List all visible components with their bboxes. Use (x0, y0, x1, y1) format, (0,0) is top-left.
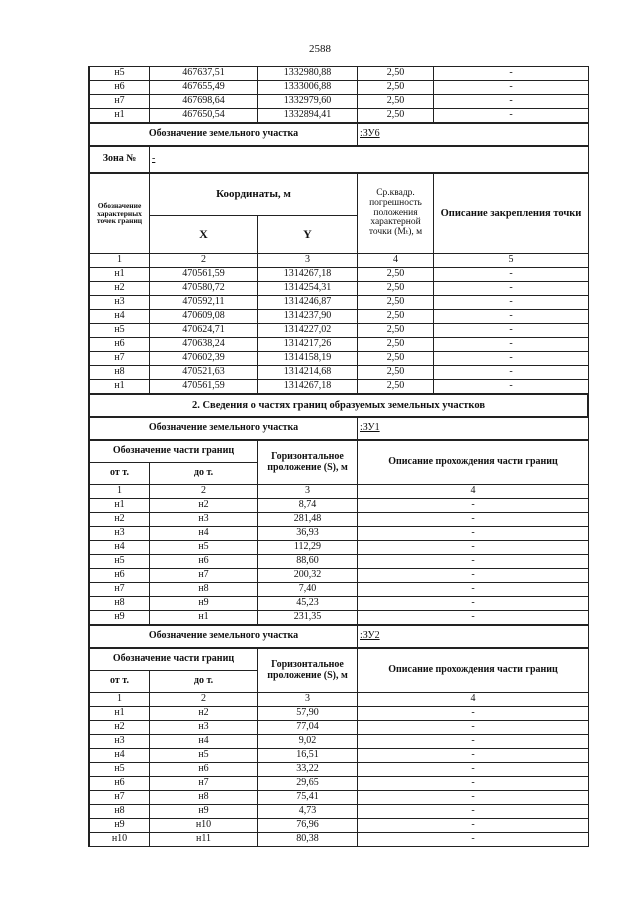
zu6-designation-row (89, 123, 589, 146)
table-cell: 1314267,18 (258, 380, 358, 394)
table-cell: н2 (150, 499, 258, 513)
table-cell: н8 (90, 805, 150, 819)
table-cell: - (358, 763, 589, 777)
table-cell: н5 (90, 324, 150, 338)
table-cell: 1332980,88 (258, 67, 358, 81)
table-cell: - (358, 833, 589, 847)
table-row (90, 338, 589, 352)
table-cell: - (358, 819, 589, 833)
table-row (90, 513, 589, 527)
zu6-column-number: 5 (434, 254, 589, 268)
table-cell: - (358, 555, 589, 569)
table-cell: 33,22 (258, 763, 358, 777)
table-cell: 470521,63 (150, 366, 258, 380)
table-cell: - (358, 749, 589, 763)
zu6-column-numbers-row (90, 254, 589, 268)
zu2-column-number: 1 (90, 693, 150, 707)
table-cell: - (434, 109, 589, 123)
table-cell: 57,90 (258, 707, 358, 721)
table-cell: н6 (150, 763, 258, 777)
zu6-column-number: 1 (90, 254, 150, 268)
table-cell: н2 (90, 282, 150, 296)
table-cell: н6 (90, 777, 150, 791)
table-cell: 1333006,88 (258, 81, 358, 95)
table-cell: 2,50 (358, 310, 434, 324)
zu2-column-number: 4 (358, 693, 589, 707)
zu1-column-number: 2 (150, 485, 258, 499)
table-cell: 200,32 (258, 569, 358, 583)
table-cell: 16,51 (258, 749, 358, 763)
table-cell: - (358, 499, 589, 513)
table-cell: н9 (150, 805, 258, 819)
zu1-column-number: 3 (258, 485, 358, 499)
table-cell: - (434, 352, 589, 366)
table-row (90, 583, 589, 597)
table-row (90, 324, 589, 338)
zu1-column-number: 4 (358, 485, 589, 499)
zu2-header-description: Описание прохождения части границ (358, 649, 589, 693)
zu1-header-part-designation: Обозначение части границ (90, 441, 258, 463)
zu1-header-to: до т. (150, 463, 258, 485)
table-cell: 1314158,19 (258, 352, 358, 366)
table-cell: - (434, 324, 589, 338)
table-cell: 1314214,68 (258, 366, 358, 380)
table-row (90, 282, 589, 296)
header-x: X (150, 216, 258, 254)
table-cell: н9 (90, 611, 150, 625)
table-cell: н4 (150, 735, 258, 749)
section2-title-row (89, 394, 588, 417)
table-cell: 1314246,87 (258, 296, 358, 310)
table-cell: - (434, 380, 589, 394)
table-cell: 2,50 (358, 296, 434, 310)
zu6-zone-row (89, 146, 589, 173)
table-row (90, 707, 589, 721)
zu2-column-number: 2 (150, 693, 258, 707)
zu2-designation-row (89, 625, 589, 648)
zu2-column-number: 3 (258, 693, 358, 707)
table-cell: 281,48 (258, 513, 358, 527)
zu6-column-number: 2 (150, 254, 258, 268)
table-cell: 470592,11 (150, 296, 258, 310)
table-row (90, 109, 589, 123)
zone-label: Зона № (90, 147, 150, 173)
table-cell: 2,50 (358, 282, 434, 296)
zu6-designation-label: Обозначение земельного участка (90, 124, 358, 146)
table-cell: н6 (150, 555, 258, 569)
table-cell: н5 (150, 541, 258, 555)
table-cell: н1 (150, 611, 258, 625)
table-row (90, 380, 589, 394)
table-cell: н7 (90, 791, 150, 805)
table-row (90, 81, 589, 95)
table-cell: - (358, 791, 589, 805)
table-cell: 2,50 (358, 81, 434, 95)
table-cell: 1332894,41 (258, 109, 358, 123)
zu2-header-from: от т. (90, 671, 150, 693)
table-cell: н3 (90, 527, 150, 541)
table-cell: - (358, 611, 589, 625)
table-cell: н2 (90, 721, 150, 735)
zu6-column-number: 3 (258, 254, 358, 268)
header-coordinates: Координаты, м (150, 174, 358, 216)
zu2-header-part-designation: Обозначение части границ (90, 649, 258, 671)
table-cell: 7,40 (258, 583, 358, 597)
table-cell: 470609,08 (150, 310, 258, 324)
table-cell: 467698,64 (150, 95, 258, 109)
table-cell: 2,50 (358, 380, 434, 394)
table-cell: н6 (90, 338, 150, 352)
table-cell: н7 (150, 777, 258, 791)
table-cell: н7 (90, 583, 150, 597)
zu2-header-horizontal: Горизонтальное проложение (S), м (258, 649, 358, 693)
zu1-designation-value: :ЗУ1 (358, 418, 589, 440)
table-cell: н1 (90, 380, 150, 394)
table-cell: н4 (90, 749, 150, 763)
zu1-designation-row (89, 417, 589, 440)
zu6-designation-value: :ЗУ6 (358, 124, 589, 146)
table-cell: - (358, 735, 589, 749)
table-row (90, 833, 589, 847)
table-cell: 1314217,26 (258, 338, 358, 352)
table-row (90, 67, 589, 81)
table-cell: 2,50 (358, 352, 434, 366)
table-cell: 470561,59 (150, 268, 258, 282)
header-y: Y (258, 216, 358, 254)
table-cell: 2,50 (358, 366, 434, 380)
table-cell: н4 (90, 310, 150, 324)
table-cell: 9,02 (258, 735, 358, 749)
table-cell: - (358, 569, 589, 583)
table-cell: 88,60 (258, 555, 358, 569)
table-cell: н3 (90, 735, 150, 749)
table-cell: 80,38 (258, 833, 358, 847)
header-description: Описание закрепления точки (434, 174, 589, 254)
header-point-designation: Обозначение характерных точек границ (90, 174, 150, 254)
table-cell: 467655,49 (150, 81, 258, 95)
table-row (90, 95, 589, 109)
zu1-header-description: Описание прохождения части границ (358, 441, 589, 485)
table-row (90, 777, 589, 791)
table-row (90, 805, 589, 819)
table-cell: н11 (150, 833, 258, 847)
table-row (90, 268, 589, 282)
section2-title: 2. Сведения о частях границ образуемых земельных участков (90, 395, 588, 417)
table-row (90, 310, 589, 324)
table-cell: 470624,71 (150, 324, 258, 338)
table-cell: - (434, 366, 589, 380)
table-cell: н8 (90, 597, 150, 611)
zu1-column-number: 1 (90, 485, 150, 499)
table-cell: н4 (90, 541, 150, 555)
table-row (90, 352, 589, 366)
table-cell: 112,29 (258, 541, 358, 555)
table-row (90, 721, 589, 735)
table-cell: 470602,39 (150, 352, 258, 366)
zu2-parts-table (89, 648, 589, 847)
table-cell: 2,50 (358, 268, 434, 282)
table-cell: н7 (90, 352, 150, 366)
table-cell: 2,50 (358, 67, 434, 81)
table-cell: 2,50 (358, 95, 434, 109)
table-cell: 2,50 (358, 324, 434, 338)
table-row (90, 569, 589, 583)
table-cell: - (358, 513, 589, 527)
table-cell: 76,96 (258, 819, 358, 833)
table-cell: н8 (150, 791, 258, 805)
zu6-column-number: 4 (358, 254, 434, 268)
table-cell: н2 (150, 707, 258, 721)
zu2-header-to: до т. (150, 671, 258, 693)
table-cell: н1 (90, 109, 150, 123)
table-cell: 470580,72 (150, 282, 258, 296)
table-cell: н3 (90, 296, 150, 310)
table-cell: - (358, 707, 589, 721)
table-cell: - (358, 541, 589, 555)
coords-table-continued (89, 66, 589, 123)
page-number: 2588 (309, 43, 331, 55)
table-cell: н9 (150, 597, 258, 611)
table-cell: - (434, 310, 589, 324)
table-cell: н6 (90, 569, 150, 583)
table-cell: н5 (90, 555, 150, 569)
table-cell: 1314267,18 (258, 268, 358, 282)
table-cell: н8 (90, 366, 150, 380)
table-cell: - (434, 268, 589, 282)
zone-value: - (150, 147, 589, 173)
table-cell: 470638,24 (150, 338, 258, 352)
zu1-designation-label: Обозначение земельного участка (90, 418, 358, 440)
table-row (90, 597, 589, 611)
table-cell: н8 (150, 583, 258, 597)
zu1-parts-table (89, 440, 589, 625)
table-cell: 1314227,02 (258, 324, 358, 338)
table-row (90, 499, 589, 513)
table-row (90, 541, 589, 555)
table-cell: 231,35 (258, 611, 358, 625)
zu1-header-from: от т. (90, 463, 150, 485)
table-cell: - (358, 527, 589, 541)
table-cell: 1332979,60 (258, 95, 358, 109)
table-cell: 470561,59 (150, 380, 258, 394)
table-cell: н7 (150, 569, 258, 583)
table-cell: н10 (150, 819, 258, 833)
table-row (90, 611, 589, 625)
table-cell: 4,73 (258, 805, 358, 819)
table-cell: 467637,51 (150, 67, 258, 81)
table-cell: - (358, 777, 589, 791)
table-cell: н4 (150, 527, 258, 541)
table-cell: н1 (90, 707, 150, 721)
table-cell: 2,50 (358, 338, 434, 352)
table-cell: н5 (90, 763, 150, 777)
table-cell: - (434, 81, 589, 95)
table-cell: - (358, 721, 589, 735)
table-cell: 29,65 (258, 777, 358, 791)
table-cell: 2,50 (358, 109, 434, 123)
table-cell: н5 (150, 749, 258, 763)
table-row (90, 763, 589, 777)
table-row (90, 791, 589, 805)
table-cell: 45,23 (258, 597, 358, 611)
zu2-column-numbers-row (90, 693, 589, 707)
table-cell: 36,93 (258, 527, 358, 541)
table-row (90, 749, 589, 763)
table-cell: н1 (90, 268, 150, 282)
table-cell: 467650,54 (150, 109, 258, 123)
table-row (90, 555, 589, 569)
zu6-coords-table (89, 173, 589, 394)
table-row (90, 527, 589, 541)
table-cell: н3 (150, 721, 258, 735)
table-cell: н7 (90, 95, 150, 109)
header-error: Ср.квадр. погрешность положения характерной точки (Мₜ), м (358, 174, 434, 254)
table-cell: н9 (90, 819, 150, 833)
table-cell: 1314237,90 (258, 310, 358, 324)
table-cell: - (358, 583, 589, 597)
zu2-designation-label: Обозначение земельного участка (90, 626, 358, 648)
zu1-column-numbers-row (90, 485, 589, 499)
table-cell: н3 (150, 513, 258, 527)
table-cell: н1 (90, 499, 150, 513)
table-cell: - (434, 67, 589, 81)
table-row (90, 366, 589, 380)
table-row (90, 819, 589, 833)
zu1-header-horizontal: Горизонтальное проложение (S), м (258, 441, 358, 485)
zu2-designation-value: :ЗУ2 (358, 626, 589, 648)
table-cell: 8,74 (258, 499, 358, 513)
table-row (90, 735, 589, 749)
table-cell: н5 (90, 67, 150, 81)
table-cell: - (358, 805, 589, 819)
table-cell: 1314254,31 (258, 282, 358, 296)
table-cell: н6 (90, 81, 150, 95)
table-cell: н10 (90, 833, 150, 847)
table-cell: - (434, 296, 589, 310)
table-cell: н2 (90, 513, 150, 527)
table-cell: - (434, 338, 589, 352)
table-cell: - (358, 597, 589, 611)
table-cell: 75,41 (258, 791, 358, 805)
table-cell: - (434, 282, 589, 296)
document-table-block (88, 66, 589, 847)
table-cell: 77,04 (258, 721, 358, 735)
table-cell: - (434, 95, 589, 109)
table-row (90, 296, 589, 310)
